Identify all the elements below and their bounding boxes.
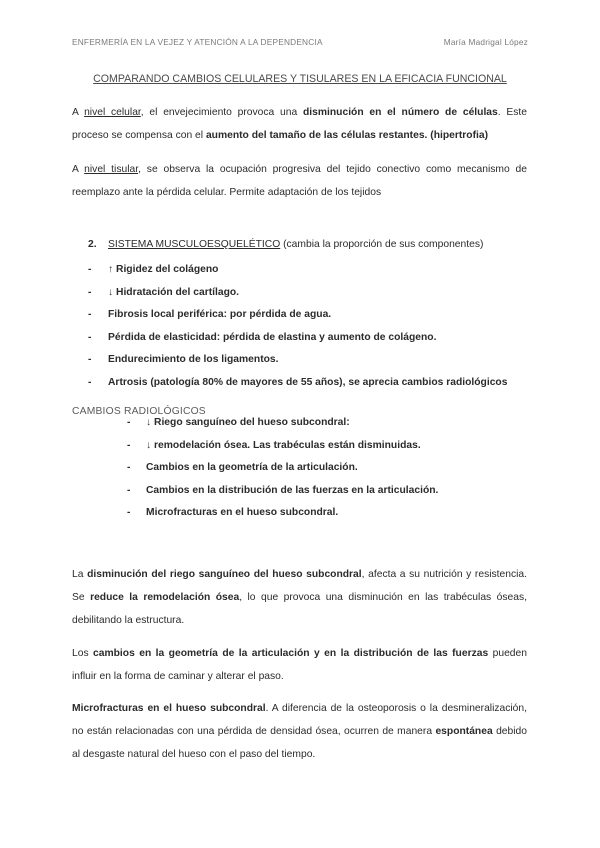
section-title: SISTEMA MUSCULOESQUELÉTICO <box>108 239 281 250</box>
intro-paragraph-tissue: A nivel tisular, se observa la ocupación progresiva del tejido conectivo como mecanismo de reemplazo ante la pérdida celular. Permite adaptación de los tejidos <box>72 164 527 198</box>
page-title: COMPARANDO CAMBIOS CELULARES Y TISULARES EN LA EFICACIA FUNCIONAL <box>93 73 507 85</box>
paragraph-blood-supply: La disminución del riego sanguíneo del hueso subcondral, afecta a su nutrición y resistencia. Se reduce la remodelación ósea, lo que provoca una disminución en las trabéculas óseas, debilitando la estructura. <box>72 569 528 626</box>
section-heading <box>88 237 483 253</box>
intro-paragraph-cellular: A nivel celular, el envejecimiento provoca una disminución en el número de células. Este proceso se compensa con el aumento del tamaño de las células restantes. (hipertrofia) <box>72 107 527 141</box>
radiological-heading: CAMBIOS RADIOLÓGICOS <box>72 406 206 417</box>
section-number: 2. <box>88 239 97 250</box>
document-page: ENFERMERÍA EN LA VEJEZ Y ATENCIÓN A LA DEPENDENCIA María Madrigal López COMPARANDO CAMBIOS CELULARES Y TISULARES EN LA EFICACIA FUNCIONAL A nivel celular, el envejecimiento provoca una disminución en el número de células. Este proceso se compensa con el aumento del tamaño de las células restantes. (hipertrofia) A nivel tisular, se observa la ocupación progresiva del tejido conectivo como mecanismo de reemplazo ante la pérdida celular. Permite adaptación de los tejidos 2. SISTEMA MUSCULOESQUELÉTICO (cambia la proporción de sus componentes) - ↑ Rigidez del colágeno - ↓ Hidratación del cartílago. - Fibrosis local periférica: por pérdida de agua. - Pérdida de elasticidad: pérdida de elastina y aumento de colágeno. - Endurecimiento de los ligamentos. - Artrosis (patología 80% de mayores de 55 años), se aprecia cambios radiológicos CAMBIOS RADIOLÓGICOS - ↓ Riego sanguíneo del hueso subcondral: - ↓ remodelación ósea. Las trabéculas están disminuidas. - Cambios en la geometría de la articulación. - Cambios en la distribución de las fuerzas en la articulación. - Microfracturas en el hueso subcondral. La disminución del riego sanguíneo del hueso subcondral, afecta a su nutrición y resistencia. Se reduce la remodelación ósea, lo que provoca una disminución en las trabéculas óseas, debilitando la estructura. Los cambios en la geometría de la articulación y en la distribución de las fuerzas pueden influir en la forma de caminar y alterar el paso. Microfracturas en el hueso subcondral. A diferencia de la osteoporosis o la desmineralización, no están relacionadas con una pérdida de densidad ósea, ocurren de manera espontánea debido al desgaste natural del hueso con el paso del tiempo. <box>0 0 600 848</box>
nivel-celular-term: nivel celular <box>84 107 141 118</box>
header-author: María Madrigal López <box>443 37 528 47</box>
section-note: (cambia la proporción de sus componentes) <box>280 239 484 250</box>
paragraph-geometry: Los cambios en la geometría de la articulación y en la distribución de las fuerzas pueden influir en la forma de caminar y alterar el paso. <box>72 648 527 682</box>
header-course-title: ENFERMERÍA EN LA VEJEZ Y ATENCIÓN A LA DEPENDENCIA <box>72 37 323 47</box>
paragraph-microfractures: Microfracturas en el hueso subcondral. A diferencia de la osteoporosis o la desmineralización, no están relacionadas con una pérdida de densidad ósea, ocurren de manera espontánea debido al desgaste natural del hueso con el paso del tiempo. <box>72 703 527 760</box>
nivel-tisular-term: nivel tisular <box>84 164 139 175</box>
